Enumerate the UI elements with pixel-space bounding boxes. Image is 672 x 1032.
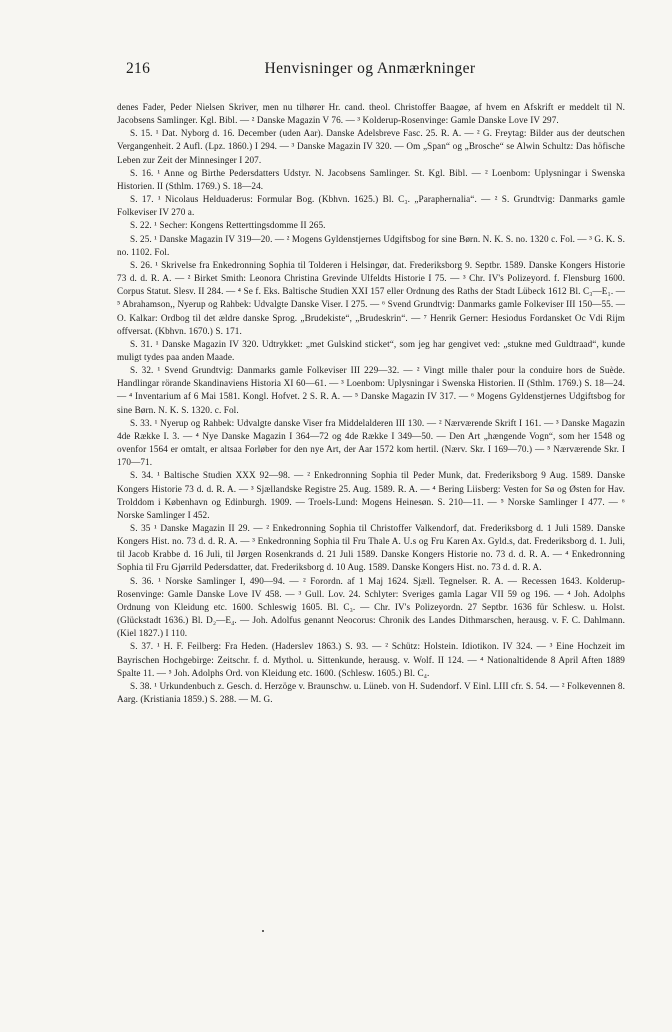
notes-body xyxy=(117,101,625,706)
note-paragraph: S. 22. ¹ Secher: Kongens Retterttingsdomme II 265. xyxy=(130,220,326,231)
page-number: 216 xyxy=(126,60,151,77)
running-title: Henvisninger og Anmærkninger xyxy=(264,60,476,77)
note-paragraph: S. 37. ¹ H. F. Feilberg: Fra Heden. (Haderslev 1863.) S. 93. — ² Schütz: Holstein. Idiotikon. IV 324. — ³ Eine Hochzeit im Bayrischen Hochgebirge: Zeitschr. f. d. Mythol. u. Sittenkunde, herausg. v. Wolf. II 124. — ⁴ Nationaltidende 8 April Aften 1889 Spalte 11. — ⁵ Joh. Adolphs Ord. von Kleidung etc. 1600. (Schlesw. 1605.) Bl. C₄. xyxy=(117,641,625,678)
note-paragraph: S. 31. ¹ Danske Magazin IV 320. Udtrykket: „met Gulskind sticket“, som jeg har gengivet ved: „stukne med Guldtraad“, kunde muligt tydes paa anden Maade. xyxy=(117,338,625,362)
note-paragraph: denes Fader, Peder Nielsen Skriver, men nu tilhører Hr. cand. theol. Christoffer Baagøe, af hvem en Afskrift er meddelt til N. Jacobsens Samlinger. Kgl. Bibl. — ² Danske Magazin V 76. — ³ Kolderup-Rosenvinge: Gamle Danske Love IV 297. xyxy=(117,102,625,126)
note-paragraph: S. 26. ¹ Skrivelse fra Enkedronning Sophia til Tolderen i Helsingør, dat. Frederiksborg 9. Septbr. 1589. Danske Kongers Historie 73 d. d. R. A. — ² Birket Smith: Leonora Christina Grevinde Ulfeldts Historie I 75. — ³ Chr. IV's Polizeyord. f. Flensburg 1600. Corpus Statut. Slesv. II 284. — ⁴ Se f. Eks. Baltische Studien XXI 157 eller Ordnung des Raths der Stadt Lübeck 1612 Bl. C₃—E₁. — ⁵ Abrahamson,, Nyerup og Rahbek: Udvalgte Danske Viser. I 275. — ⁶ Svend Grundtvig: Danmarks gamle Folkeviser III 150—55. — O. Kalkar: Ordbog til det ældre danske Sprog. „Brudekiste“, „Brudeskrin“. — ⁷ Henrik Gerner: Hesiodus Fordansket Oc Vdi Rijm offversat. (Kbhvn. 1670.) S. 171. xyxy=(117,259,625,336)
note-paragraph: S. 16. ¹ Anne og Birthe Pedersdatters Udstyr. N. Jacobsens Samlinger. St. Kgl. Bibl. — ² Loenbom: Uplysningar i Swenska Historien. II (Sthlm. 1769.) S. 18—24. xyxy=(117,167,625,191)
note-paragraph: S. 33. ¹ Nyerup og Rahbek: Udvalgte danske Viser fra Middelalderen III 130. — ² Nærværende Skrift I 161. — ³ Danske Magazin 4de Række I. 3. — ⁴ Nye Danske Magazin I 364—72 og 4de Række I 349—50. — Den Art „hængende Vogn“, som her 1548 og ovenfor 1564 er omtalt, er altsaa Forløber for den nye Art, der Aar 1572 kom hertil. (Nærv. Skr. I 169—70.) — ⁵ Nærværende Skr. I 170—71. xyxy=(117,417,625,468)
note-paragraph: S. 36. ¹ Norske Samlinger I, 490—94. — ² Forordn. af 1 Maj 1624. Sjæll. Tegnelser. R. A. — Recessen 1643. Kolderup-Rosenvinge: Gamle Danske Love IV 458. — ³ Gull. Lov. 24. Schlyter: Sveriges gamla Lagar VII 59 og 196. — ⁴ Joh. Adolphs Ordnung von Kleidung etc. 1600. Schleswig 1605. Bl. C₃. — Chr. IV's Polizeyordn. 27 Septbr. 1636 für Schlesw. u. Holst. (Glückstadt 1636.) Bl. D₂—E₄. — Joh. Adolfus genannt Neocorus: Chronik des Landes Dithmarschen, herausg. v. F. C. Dahlmann. (Kiel 1827.) I 110. xyxy=(117,575,625,639)
note-paragraph: S. 35 ¹ Danske Magazin II 29. — ² Enkedronning Sophia til Christoffer Valkendorf, dat. Frederiksborg d. 1 Juli 1589. Danske Kongers Hist. no. 73 d. d. R. A. — ³ Enkedronning Sophia til Fru Thale A. U.s og Fru Karen Ax. Gyld.s, dat. Frederiksborg d. 1. Juli, til Jacob Krabbe d. 16 Juli, til Jørgen Rosenkrands d. 21 Juli 1589. Danske Kongers Historie no. 73 d. d. R. A. — ⁴ Enkedronning Sophia til Fru Gjørrild Pedersdatter, dat. Frederiksborg d. 10 Aug. 1589. Danske Kongers Hist. no. 73 d. d. R. A. xyxy=(117,523,625,573)
page-speck xyxy=(262,930,264,932)
page-header xyxy=(126,60,614,84)
note-paragraph: S. 17. ¹ Nicolaus Helduaderus: Formular Bog. (Kbhvn. 1625.) Bl. C₃. „Paraphernalia“. — ² S. Grundtvig: Danmarks gamle Folkeviser IV 270 a. xyxy=(117,194,625,218)
note-paragraph: S. 38. ¹ Urkundenbuch z. Gesch. d. Herzöge v. Braunschw. u. Lüneb. von H. Sudendorf. V Einl. LIII cfr. S. 54. — ² Folkevennen 8. Aarg. (Kristiania 1859.) S. 288. — M. G. xyxy=(117,680,625,705)
note-paragraph: S. 32. ¹ Svend Grundtvig: Danmarks gamle Folkeviser III 229—32. — ² Vingt mille thaler pour la conduire hors de Suède. Handlingar rörande Skandinaviens Historia XI 60—61. — ³ Loenbom: Uplysningar i Swenska Historien. II (Sthlm. 1769.) S. 18—24. — ⁴ Inventarium af 6 Mai 1581. Kongl. Hofvet. 2 S. R. A. — ⁵ Danske Magazin IV 317. — ⁶ Mogens Gyldenstjernes Udgiftsbog for sine Børn. N. K. S. 1320. c. Fol. xyxy=(117,365,625,415)
note-paragraph: S. 15. ¹ Dat. Nyborg d. 16. December (uden Aar). Danske Adelsbreve Fasc. 25. R. A. — ² G. Freytag: Bilder aus der deutschen Vergangenheit. 2 Aufl. (Lpz. 1860.) I 294. — ³ Danske Magazin IV 320. — Om „Span“ og „Brosche“ se Alwin Schultz: Das höfische Leben zur Zeit der Minnesinger I 207. xyxy=(117,128,625,165)
note-paragraph: S. 34. ¹ Baltische Studien XXX 92—98. — ² Enkedronning Sophia til Peder Munk, dat. Frederiksborg 9 Aug. 1589. Danske Kongers Historie 73 d. d. R. A. — ³ Sjællandske Registre 25. Aug. 1589. R. A. — ⁴ Bering Liisberg: Vesten for Sø og Østen for Hav. Trolddom i København og Edinburgh. 1909. — Troels-Lund: Mogens Heinesøn. S. 210—11. — ⁵ Norske Samlinger I 477. — ⁶ Norske Samlinger I 452. xyxy=(117,470,625,520)
note-paragraph: S. 25. ¹ Danske Magazin IV 319—20. — ² Mogens Gyldenstjernes Udgiftsbog for sine Børn. N. K. S. no. 1320 c. Fol. — ³ G. K. S. no. 1102. Fol. xyxy=(117,233,625,257)
